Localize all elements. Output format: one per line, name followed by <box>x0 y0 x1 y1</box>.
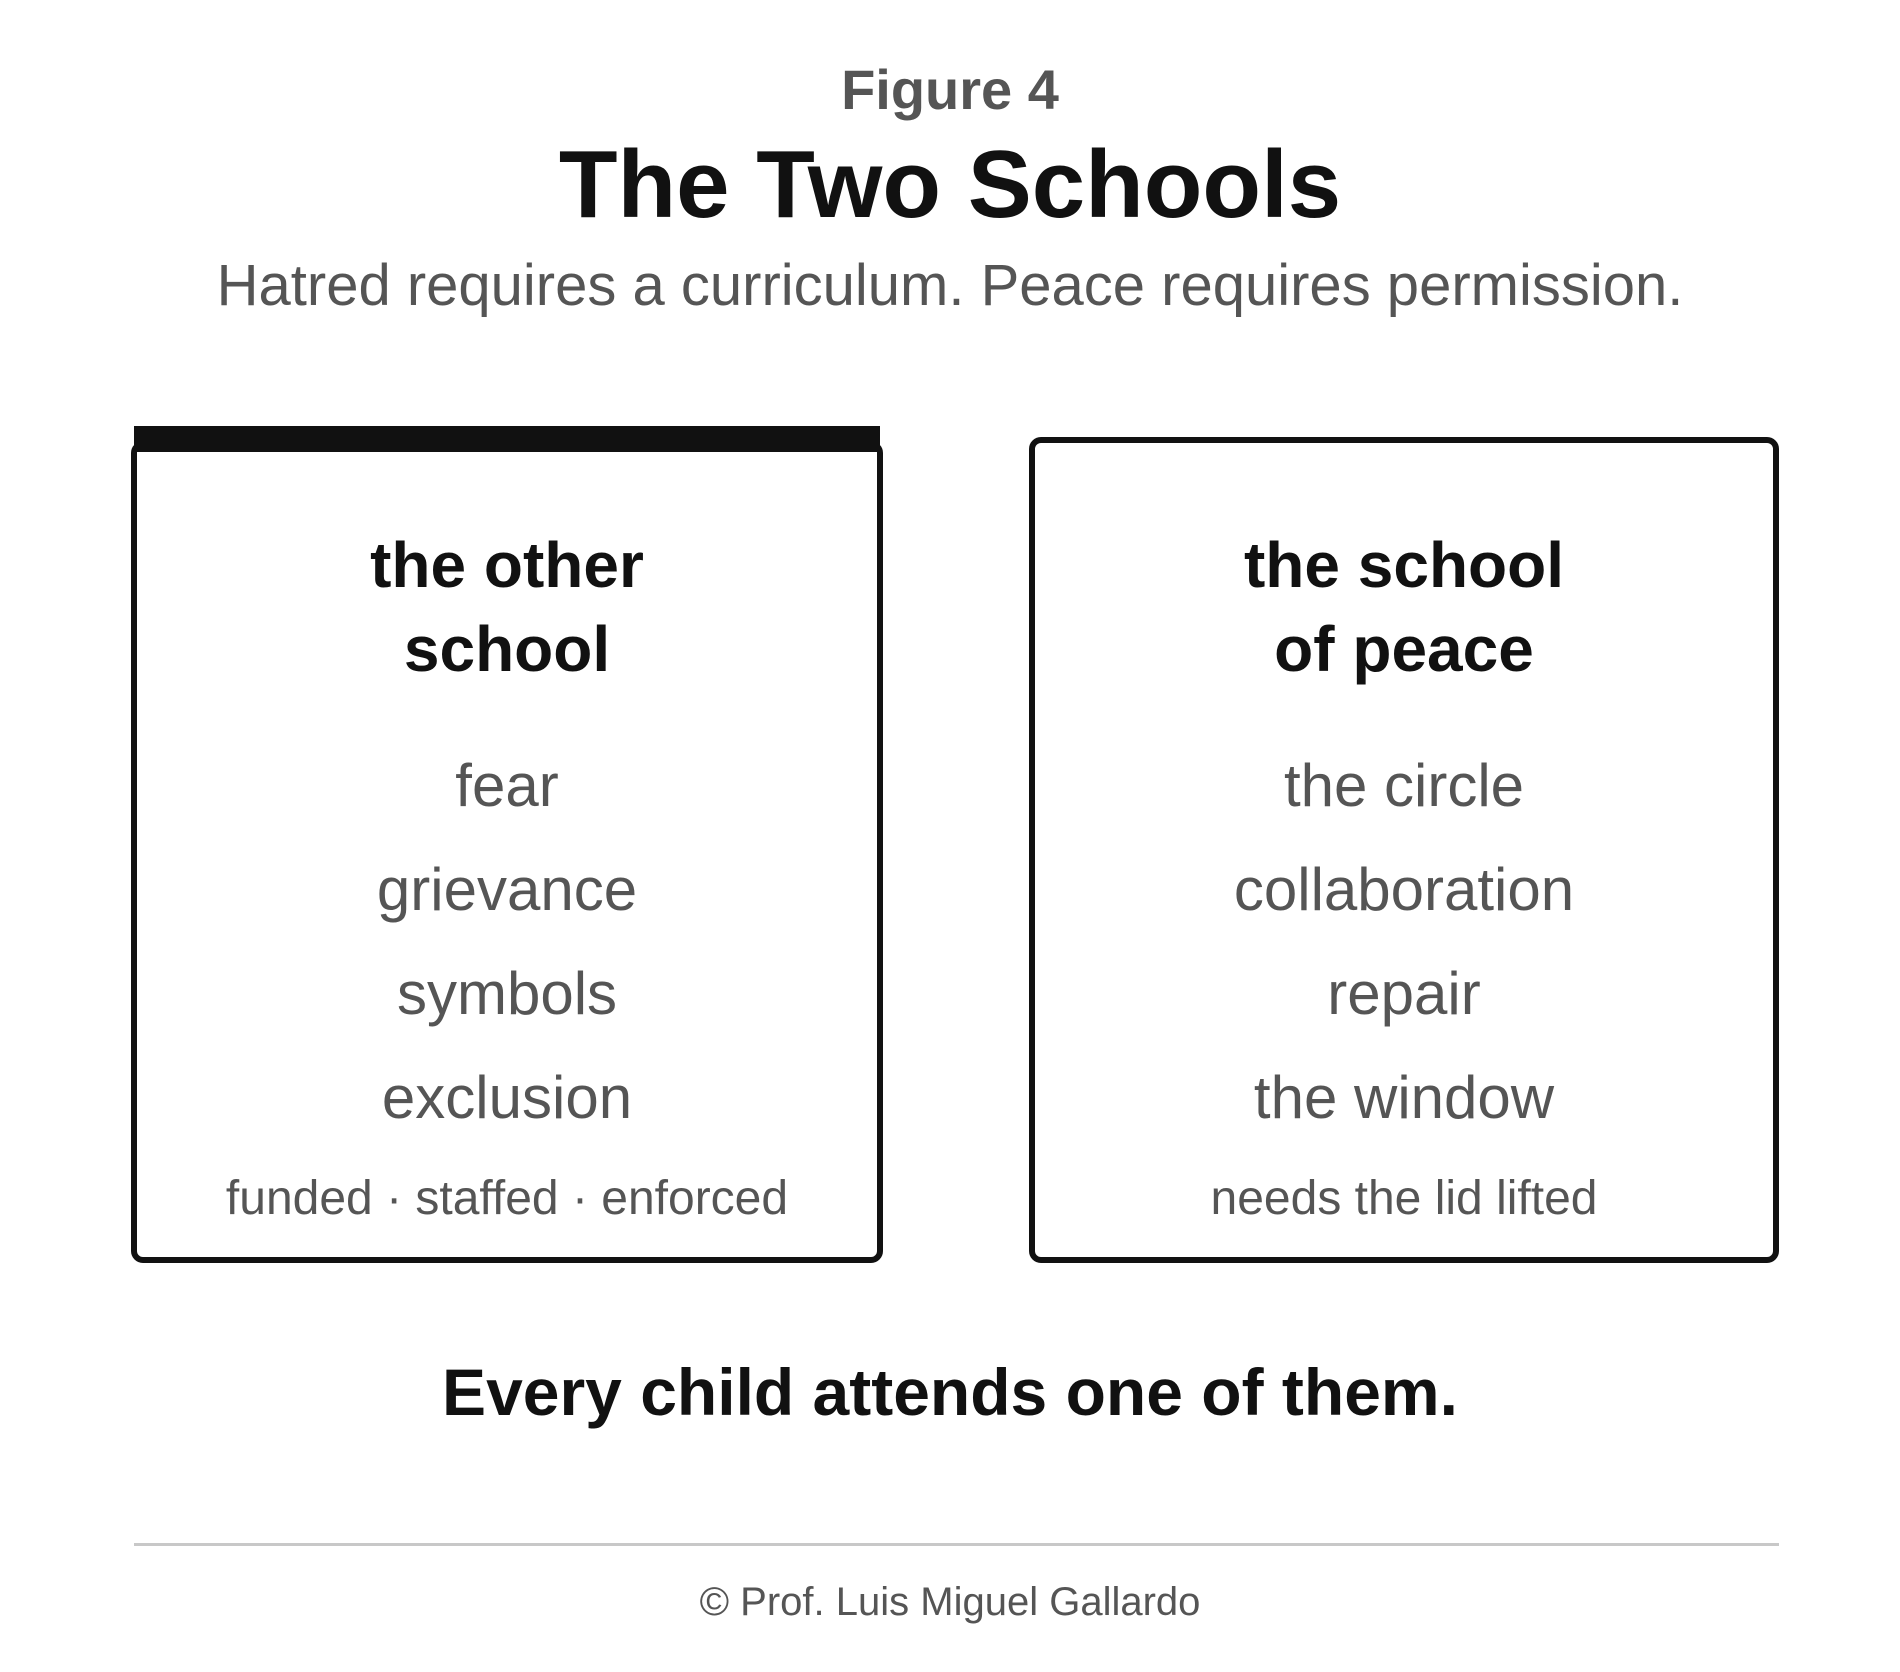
card-note: needs the lid lifted <box>1210 1172 1598 1225</box>
card-item: exclusion <box>381 1064 633 1131</box>
figure-label: Figure 4 <box>841 58 1059 121</box>
card-heading-line1: the other <box>370 529 644 601</box>
card-heading-line2: school <box>403 613 611 685</box>
card-item: fear <box>455 752 559 819</box>
card-heading-line1: the school <box>1243 529 1565 601</box>
page-subtitle: Hatred requires a curriculum. Peace requires permission. <box>216 253 1684 318</box>
card-note: funded · staffed · enforced <box>225 1172 789 1225</box>
card-heading-line2: of peace <box>1274 613 1534 685</box>
card-other-school <box>131 441 883 1263</box>
card-school-of-peace <box>1029 437 1779 1263</box>
card-top-bar <box>134 426 880 452</box>
card-item: collaboration <box>1233 856 1575 923</box>
page-title: The Two Schools <box>558 131 1342 238</box>
footer-divider <box>134 1543 1779 1546</box>
card-item: symbols <box>396 960 618 1027</box>
footer-credit: © Prof. Luis Miguel Gallardo <box>699 1580 1201 1624</box>
card-item: the window <box>1253 1064 1555 1131</box>
conclusion-text: Every child attends one of them. <box>442 1355 1458 1429</box>
card-item: the circle <box>1283 752 1525 819</box>
card-item: repair <box>1327 960 1481 1027</box>
card-item: grievance <box>376 856 638 923</box>
